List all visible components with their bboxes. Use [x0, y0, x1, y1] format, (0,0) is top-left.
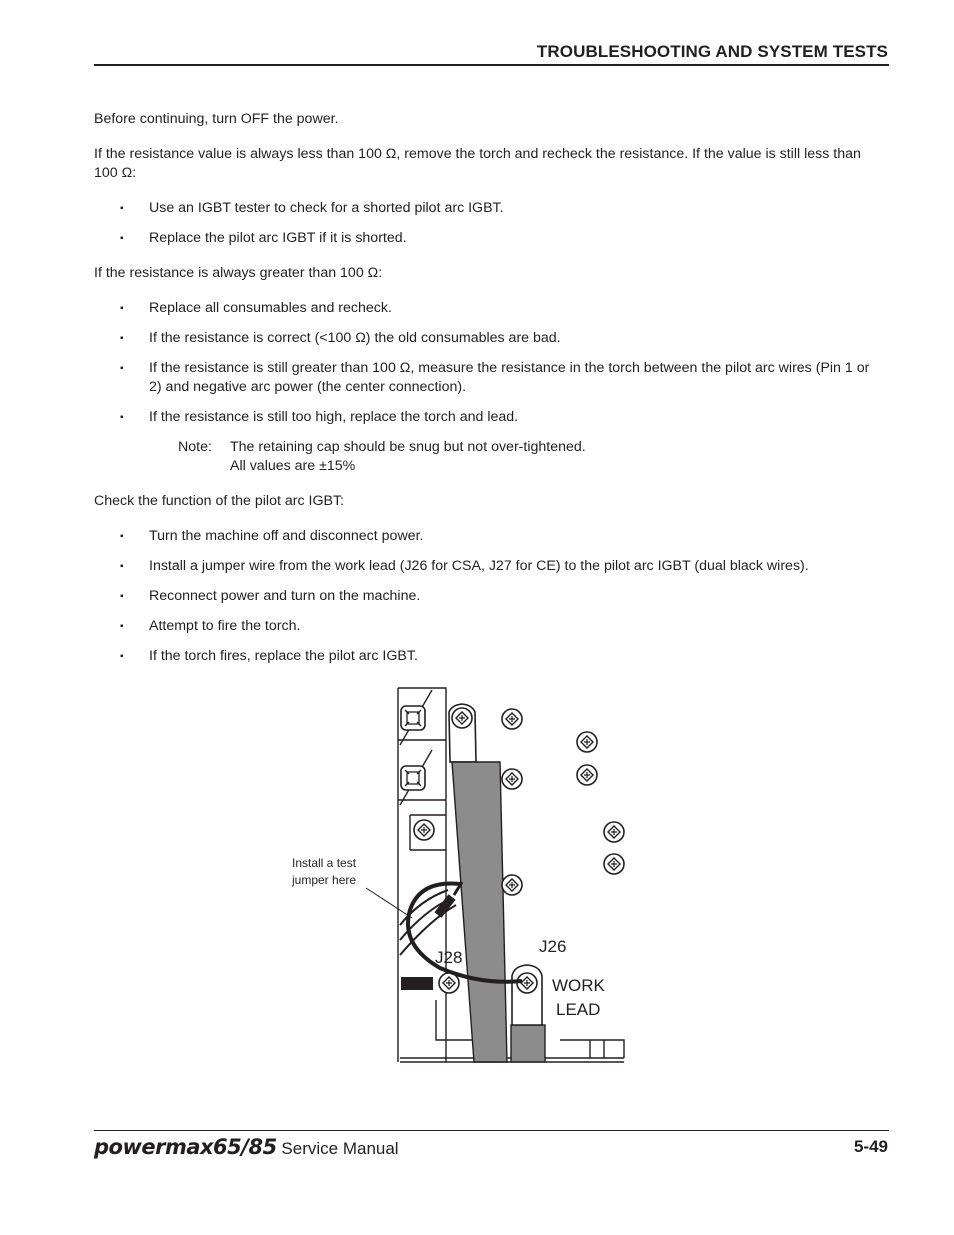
list-low-resistance — [94, 199, 884, 248]
list-item: ▪ If the resistance is still too high, replace the torch and lead. — [94, 408, 884, 427]
work-label: WORK — [552, 976, 605, 995]
note-line: The retaining cap should be snug but not over-tightened. — [230, 439, 586, 455]
list-item: ▪ Reconnect power and turn on the machine. — [94, 587, 884, 606]
footer-manual-title — [94, 1135, 399, 1159]
list-igbt-check — [94, 527, 884, 666]
paragraph-low-resistance: If the resistance value is always less than 100 Ω, remove the torch and recheck the resistance. If the value is still less than 100 Ω: — [94, 146, 861, 181]
header-divider — [94, 64, 889, 66]
footer-divider — [94, 1130, 889, 1131]
j26-label: J26 — [539, 937, 567, 956]
list-item: ▪ If the torch fires, replace the pilot arc IGBT. — [94, 647, 884, 666]
paragraph-power-off: Before continuing, turn OFF the power. — [94, 111, 339, 127]
note-label: Note: — [178, 439, 212, 455]
j28-label: J28 — [435, 948, 463, 967]
list-item: ▪ Use an IGBT tester to check for a shorted pilot arc IGBT. — [94, 199, 884, 218]
callout-leader — [366, 888, 412, 918]
list-item: ▪ Replace all consumables and recheck. — [94, 299, 884, 318]
list-item: ▪ If the resistance is still greater than 100 Ω, measure the resistance in the torch between the pilot arc wires (Pin 1 or 2) and negative arc power (the center connection). — [94, 359, 884, 397]
paragraph-igbt-check: Check the function of the pilot arc IGBT: — [94, 493, 344, 509]
page-content — [94, 110, 884, 682]
jumper-installation-diagram — [280, 680, 640, 1070]
list-item: ▪ Replace the pilot arc IGBT if it is shorted. — [94, 229, 884, 248]
list-high-resistance — [94, 299, 884, 427]
connector-block — [401, 977, 433, 990]
brand-logo: powermax65/85 — [94, 1135, 277, 1159]
manual-name: Service Manual — [281, 1139, 399, 1158]
lead-label: LEAD — [556, 1000, 601, 1019]
note-block — [178, 438, 884, 476]
list-item: ▪ If the resistance is correct (<100 Ω) the old consumables are bad. — [94, 329, 884, 348]
page-number: 5-49 — [853, 1137, 888, 1156]
paragraph-high-resistance: If the resistance is always greater than 100 Ω: — [94, 265, 383, 281]
callout-label-line2: jumper here — [292, 873, 357, 887]
callout-label-line1: Install a test — [292, 856, 357, 870]
list-item: ▪ Turn the machine off and disconnect power. — [94, 527, 884, 546]
list-item: ▪ Attempt to fire the torch. — [94, 617, 884, 636]
note-line: All values are ±15% — [230, 458, 356, 474]
list-item: ▪ Install a jumper wire from the work lead (J26 for CSA, J27 for CE) to the pilot arc IGBT (dual black wires). — [94, 557, 884, 576]
section-title: TROUBLESHOOTING AND SYSTEM TESTS — [536, 42, 888, 61]
